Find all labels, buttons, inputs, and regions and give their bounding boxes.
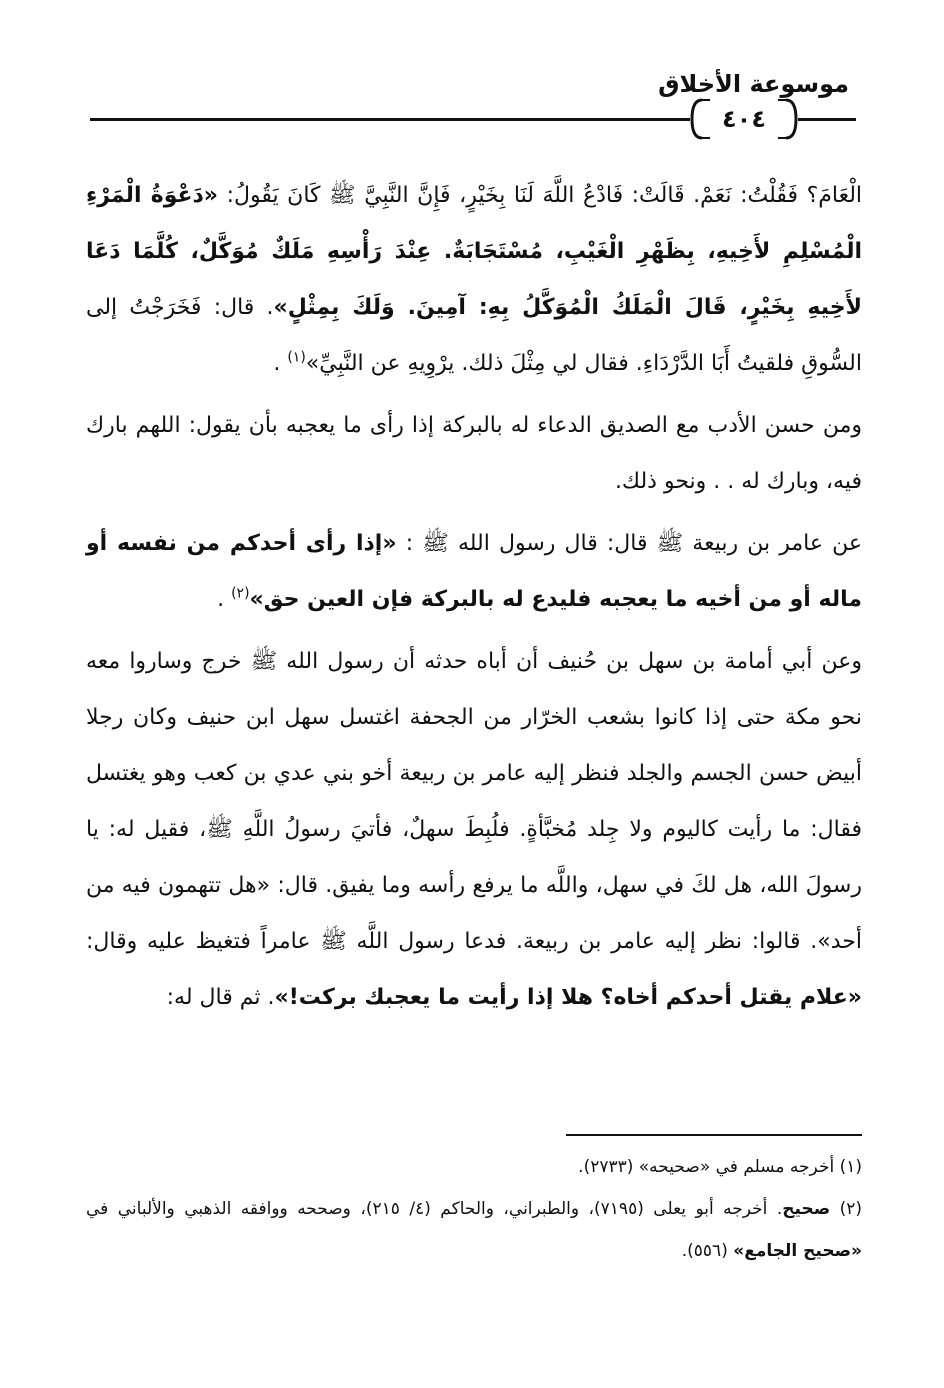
text-run: الْعَامَ؟ فَقُلْتُ: نَعَمْ. قَالَتْ: فَادْعُ اللَّهَ لَنَا بِخَيْرٍ، فَإِنَّ النَّبِيَّ ﷺ كَانَ يَقُولُ: [218, 183, 863, 208]
text-run: وعن أبي أمامة بن سهل بن حُنيف أن أباه حدثه أن رسول الله ﷺ خرج وساروا معه نحو مكة حتى إذا كانوا بشعب الخرّار من الجحفة اغتسل سهل ابن حنيف وكان رجلا أبيض حسن الجسم والجلد فنظر إليه عامر بن ربيعة أخو بني عدي بن كعب وهو يغتسل فقال: ما رأيت كاليوم ولا جِلد مُخبَّأةٍ. فلُبِطَ سهلٌ، فأتيَ رسولُ اللَّهِ ﷺ، فقيل له: يا رسولَ الله، هل لكَ في سهل، واللَّه ما يرفع رأسه وما يفيق. قال: «هل تتهمون فيه من أحد». قالوا: نظر إليه عامر بن ربيعة. فدعا رسول اللَّه ﷺ عامراً فتغيظ عليه وقال: [86, 649, 862, 954]
page-number: ٤٠٤ [722, 105, 766, 133]
footnotes [86, 1146, 862, 1272]
paragraph [86, 634, 862, 1026]
footnote-marker: (٢) [231, 585, 250, 602]
paragraph: ومن حسن الأدب مع الصديق الدعاء له بالبركة إذا رأى ما يعجبه بأن يقول: اللهم بارك فيه، وبارك له . . ونحو ذلك. [86, 413, 862, 494]
header-rule [90, 118, 690, 121]
grading: صحيح [782, 1199, 831, 1219]
hadith-quote: «إذا رأى أحدكم من نفسه أو ماله أو من أخيه ما يعجبه فليدع له بالبركة فإن العين حق» [86, 531, 862, 612]
running-header-title: موسوعة الأخلاق [658, 70, 849, 98]
header-rule [798, 118, 856, 121]
hadith-quote: «علام يقتل أحدكم أخاه؟ هلا إذا رأيت ما يعجبك بركت!» [274, 985, 862, 1010]
footnote-marker: (١) [287, 349, 306, 366]
text-run: . [217, 587, 232, 612]
text-run: . أخرجه أبو يعلى (٧١٩٥)، والطبراني، والحاكم (٤/ ٢١٥)، وصححه ووافقه الذهبي والألباني في [86, 1199, 783, 1219]
paragraph [86, 168, 862, 392]
text-run: . قال: فَخَرَجْتُ إلى السُّوقِ فلقيتُ أَبَا الدَّرْدَاءِ. فقال لي مِثْلَ ذلك. يرْوِيهِ عن النَّبِيِّ» [86, 295, 862, 376]
footnote-separator [566, 1134, 862, 1136]
footnote-label: (٢) [830, 1199, 862, 1219]
main-text [86, 168, 862, 1026]
book-title: «صحيح الجامع» [733, 1241, 862, 1261]
text-run: . [273, 351, 288, 376]
footnote: (١) أخرجه مسلم في «صحيحه» (٢٧٣٣). [578, 1157, 862, 1177]
text-run: عن عامر بن ربيعة ﷺ قال: قال رسول الله ﷺ : [396, 531, 862, 556]
text-run: (٥٥٦). [681, 1241, 734, 1261]
paragraph [86, 516, 862, 628]
text-run: . ثم قال له: [166, 985, 275, 1010]
footnote [86, 1188, 862, 1272]
hadith-quote: «دَعْوَةُ الْمَرْءِ الْمُسْلِمِ لأَخِيهِ، بِظَهْرِ الْغَيْبِ، مُسْتَجَابَةٌ. عِنْدَ رَأْسِهِ مَلَكٌ مُوَكَّلٌ، كُلَّمَا دَعَا لأَخِيهِ بِخَيْرٍ، قَالَ الْمَلَكُ الْمُوَكَّلُ بِهِ: آمِينَ. وَلَكَ بِمِثْلٍ» [86, 183, 862, 320]
